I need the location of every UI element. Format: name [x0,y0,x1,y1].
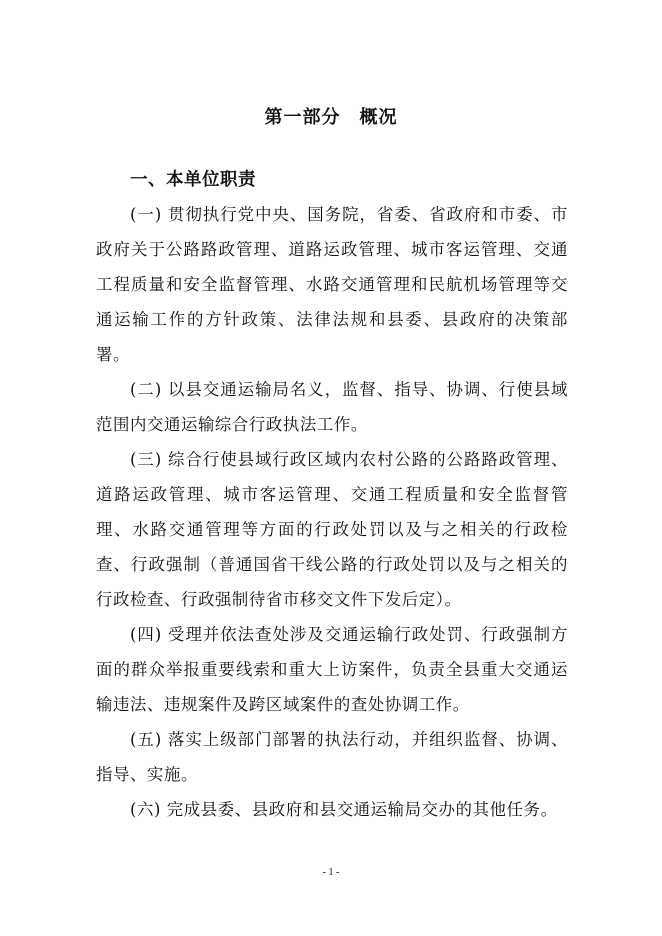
page-title: 第一部分 概况 [264,107,398,128]
body-text [96,197,568,827]
paragraph-2: (二) 以县交通运输局名义，监督、指导、协调、行使县域范围内交通运输综合行政执法工作。 [96,380,568,434]
paragraph-6: (六) 完成县委、县政府和县交通运输局交办的其他任务。 [130,800,558,819]
paragraph-5: (五) 落实上级部门部署的执法行动，并组织监督、协调、指导、实施。 [96,730,568,784]
page-number: - 1 - [322,867,340,878]
paragraph-1: (一) 贯彻执行党中央、国务院，省委、省政府和市委、市政府关于公路路政管理、道路运政管理、城市客运管理、交通工程质量和安全监督管理、水路交通管理和民航机场管理等交通运输工作的方针政策、法律法规和县委、县政府的决策部署。 [96,205,568,364]
section-heading: 一、本单位职责 [130,170,256,190]
paragraph-3: (三) 综合行使县域行政区域内农村公路的公路路政管理、道路运政管理、城市客运管理、交通工程质量和安全监督管理、水路交通管理等方面的行政处罚以及与之相关的行政检查、行政强制（普通国省干线公路的行政处罚以及与之相关的行政检查、行政强制待省市移交文件下发后定）。 [96,450,568,609]
paragraph-4: (四) 受理并依法查处涉及交通运输行政处罚、行政强制方面的群众举报重要线索和重大上访案件，负责全县重大交通运输违法、违规案件及跨区域案件的查处协调工作。 [96,625,568,714]
